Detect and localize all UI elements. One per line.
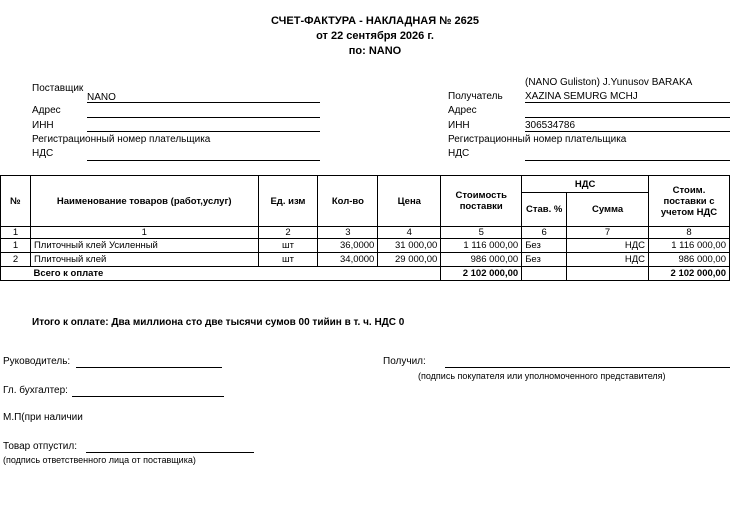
recipient-reg-label: Регистрационный номер плательщика xyxy=(448,134,627,145)
row-total: 986 000,00 xyxy=(649,253,730,267)
supplier-nds-label: НДС xyxy=(32,148,54,159)
row-qty: 34,0000 xyxy=(318,253,378,267)
stamp-label: М.П(при наличии xyxy=(3,412,83,423)
released-label: Товар отпустил: xyxy=(3,441,77,452)
recipient-inn-label: ИНН xyxy=(448,120,470,131)
col-number: 1 xyxy=(30,227,258,239)
col-number: 3 xyxy=(318,227,378,239)
col-number: 7 xyxy=(567,227,649,239)
row-rate: Без xyxy=(522,253,567,267)
col-number: 5 xyxy=(441,227,522,239)
row-unit: шт xyxy=(258,253,318,267)
total-cost: 2 102 000,00 xyxy=(441,267,522,281)
header-nds: НДС xyxy=(522,176,649,193)
invoice-contract: по: NANO xyxy=(348,45,402,57)
supplier-label: Поставщик xyxy=(32,83,84,94)
recipient-nds-label: НДС xyxy=(448,148,470,159)
header-qty: Кол-во xyxy=(318,176,378,227)
recipient-inn: 306534786 xyxy=(525,120,576,131)
invoice-table xyxy=(0,175,730,281)
header-unit: Ед. изм xyxy=(258,176,318,227)
supplier-inn-label: ИНН xyxy=(32,120,54,131)
row-price: 31 000,00 xyxy=(378,239,441,253)
header-sum: Сумма xyxy=(567,193,649,227)
column-numbers-row xyxy=(1,227,730,239)
row-total: 1 116 000,00 xyxy=(649,239,730,253)
invoice-date: от 22 сентября 2026 г. xyxy=(316,30,434,42)
header-name: Наименование товаров (работ,услуг) xyxy=(30,176,258,227)
director-label: Руководитель: xyxy=(3,356,71,367)
row-price: 29 000,00 xyxy=(378,253,441,267)
table-row xyxy=(1,239,730,253)
received-note: (подпись покупателя или уполномоченного представителя) xyxy=(418,371,666,381)
row-cost: 986 000,00 xyxy=(441,253,522,267)
accountant-label: Гл. бухгалтер: xyxy=(3,385,68,396)
row-rate: Без xyxy=(522,239,567,253)
col-number: 4 xyxy=(378,227,441,239)
table-row xyxy=(1,253,730,267)
supplier-address-label: Адрес xyxy=(32,105,61,116)
supplier-reg-label: Регистрационный номер плательщика xyxy=(32,134,211,145)
header-cost: Стоимость поставки xyxy=(441,176,522,227)
total-row xyxy=(1,267,730,281)
recipient-name-line2: XAZINA SEMURG MCHJ xyxy=(525,91,638,102)
row-unit: шт xyxy=(258,239,318,253)
header-price: Цена xyxy=(378,176,441,227)
col-number: 1 xyxy=(1,227,31,239)
received-label: Получил: xyxy=(383,356,426,367)
row-sum: НДС xyxy=(567,239,649,253)
row-no: 2 xyxy=(1,253,31,267)
header-rate: Став. % xyxy=(522,193,567,227)
row-no: 1 xyxy=(1,239,31,253)
header-no: № xyxy=(1,176,31,227)
total-with-nds: 2 102 000,00 xyxy=(649,267,730,281)
row-cost: 1 116 000,00 xyxy=(441,239,522,253)
released-note: (подпись ответственного лица от поставщика) xyxy=(3,455,196,465)
payment-summary: Итого к оплате: Два миллиона сто две тысячи сумов 00 тийин в т. ч. НДС 0 xyxy=(32,317,405,328)
header-total: Стоим. поставки с учетом НДС xyxy=(649,176,730,227)
recipient-name-line1: (NANO Guliston) J.Yunusov BARAKA xyxy=(525,77,693,88)
recipient-address-label: Адрес xyxy=(448,105,477,116)
row-name: Плиточный клей Усиленный xyxy=(30,239,258,253)
row-sum: НДС xyxy=(567,253,649,267)
total-label: Всего к оплате xyxy=(30,267,440,281)
col-number: 2 xyxy=(258,227,318,239)
recipient-label: Получатель xyxy=(448,91,503,102)
col-number: 8 xyxy=(649,227,730,239)
col-number: 6 xyxy=(522,227,567,239)
supplier-name: NANO xyxy=(87,92,116,103)
invoice-title: СЧЕТ-ФАКТУРА - НАКЛАДНАЯ № 2625 xyxy=(271,15,479,27)
row-name: Плиточный клей xyxy=(30,253,258,267)
row-qty: 36,0000 xyxy=(318,239,378,253)
